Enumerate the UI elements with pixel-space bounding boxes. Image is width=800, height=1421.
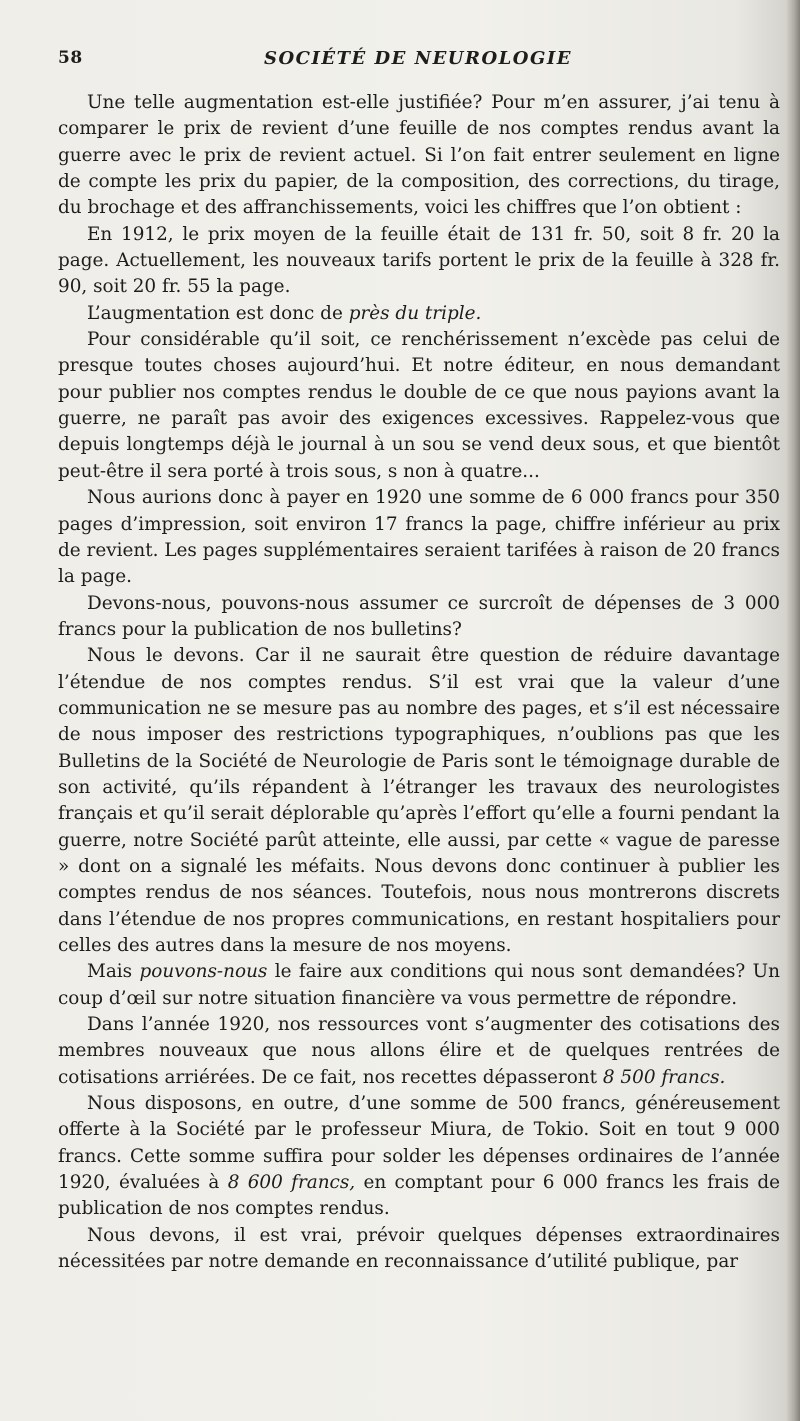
paragraph: Nous devons, il est vrai, prévoir quelques dépenses extraordinaires nécessitées par notre demande en reconnaissance d’utilité publique, par (58, 1224, 780, 1273)
body-text (58, 90, 780, 1275)
paragraph: Nous aurions donc à payer en 1920 une somme de 6 000 francs pour 350 pages d’impression, soit environ 17 francs la page, chiffre inférieur au prix de revient. Les pages supplémentaires seraient tarifées à raison de 20 francs la page. (58, 487, 780, 588)
paragraph: Une telle augmentation est-elle justifiée? Pour m’en assurer, j’ai tenu à comparer le prix de revient d’une feuille de nos comptes rendus avant la guerre avec le prix de revient actuel. Si l’on fait entrer seulement en ligne de compte les prix du papier, de la composition, des corrections, du tirage, du brochage et des affranchissements, voici les chiffres que l’on obtient : (58, 92, 780, 219)
paragraph: Devons-nous, pouvons-nous assumer ce surcroît de dépenses de 3 000 francs pour la publication de nos bulletins? (58, 592, 780, 640)
emphasis-pouvons-nous: pouvons-nous (139, 961, 268, 983)
paragraph: Nous le devons. Car il ne saurait être question de réduire davantage l’étendue de nos comptes rendus. S’il est vrai que la valeur d’une communication ne se mesure pas au nombre des pages, et s’il est nécessaire de nous imposer des restrictions typographiques, n’oublions pas que les Bulletins de la Société de Neurologie de Paris sont le témoignage durable de son activité, qu’ils répandent à l’étranger les travaux des neurologistes français et qu’il serait déplorable qu’après l’effort qu’elle a fourni pendant la guerre, notre Société parût atteinte, elle aussi, par cette « vague de paresse » dont on a signalé les méfaits. Nous devons donc continuer à publier les comptes rendus de nos séances. Toutefois, nous nous montrerons discrets dans l’étendue de nos propres communications, en restant hospitaliers pour celles des autres dans la mesure de nos moyens. (58, 645, 780, 956)
page-header (58, 48, 778, 74)
paragraph: En 1912, le prix moyen de la feuille était de 131 fr. 50, soit 8 fr. 20 la page. Actuellement, les nouveaux tarifs portent le prix de la feuille à 328 fr. 90, soit 20 fr. 55 la page. (58, 223, 780, 298)
paragraph: Dans l’année 1920, nos ressources vont s’augmenter des cotisations des membres nouveaux que nous allons élire et de quelques rentrées de cotisations arriérées. De ce fait, nos recettes dépasseront 8 500 francs. (58, 1014, 780, 1088)
emphasis-triple: près du triple. (348, 302, 482, 324)
paragraph: Pour considérable qu’il soit, ce renchérissement n’excède pas celui de presque toutes choses aujourd’hui. Et notre éditeur, en nous demandant pour publier nos comptes rendus le double de ce que nous payions avant la guerre, ne paraît pas avoir des exigences excessives. Rappelez-vous que depuis longtemps déjà le journal à un sou se vend deux sous, et que bientôt peut-être il sera porté à trois sous, s non à quatre... (58, 329, 780, 482)
page-number: 58 (58, 48, 83, 68)
page-spine-shadow (786, 0, 800, 1421)
running-title: SOCIÉTÉ DE NEUROLOGIE (264, 48, 572, 69)
paragraph: Nous disposons, en outre, d’une somme de 500 francs, généreusement offerte à la Société par le professeur Miura, de Tokio. Soit en tout 9 000 francs. Cette somme suffira pour solder les dépenses ordinaires de l’année 1920, évaluées à 8 600 francs, en comptant pour 6 000 francs les frais de publication de nos comptes rendus. (58, 1093, 780, 1220)
paragraph: Mais pouvons-nous le faire aux conditions qui nous sont demandées? Un coup d’œil sur notre situation financière va vous permettre de répondre. (58, 961, 780, 1009)
paragraph: L’augmentation est donc de près du triple. (87, 302, 482, 324)
emphasis-depenses-amount: 8 600 francs, (227, 1172, 356, 1194)
emphasis-recettes-amount: 8 500 francs. (602, 1066, 726, 1088)
